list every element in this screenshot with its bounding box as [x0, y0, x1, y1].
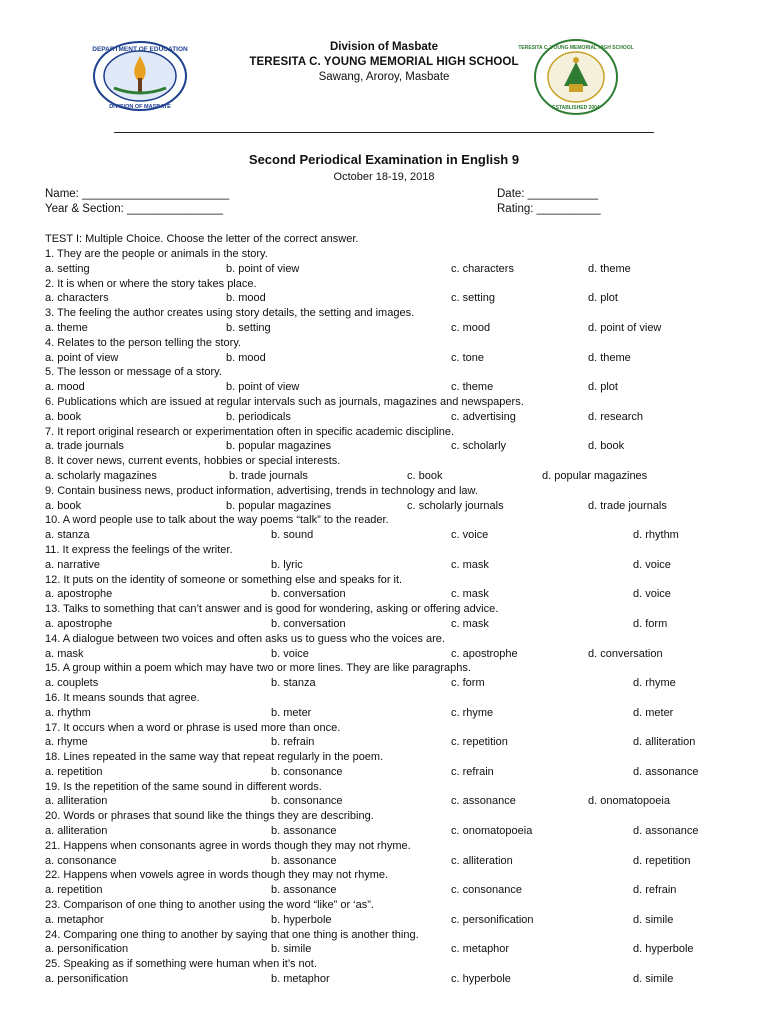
- answer-option-a[interactable]: a. mood: [45, 381, 85, 394]
- answer-option-d[interactable]: d. repetition: [633, 854, 691, 867]
- question-stem: 1. They are the people or animals in the story.: [45, 248, 268, 260]
- answer-option-a[interactable]: a. book: [45, 410, 82, 423]
- division-name: Division of Masbate: [330, 41, 438, 53]
- answer-option-a[interactable]: a. alliteration: [45, 795, 108, 808]
- answer-option-d[interactable]: d. rhythm: [633, 529, 679, 542]
- question-item: [45, 277, 745, 307]
- question-item: [45, 809, 745, 839]
- answer-option-b[interactable]: b. popular magazines: [226, 499, 332, 512]
- answer-option-a[interactable]: a. couplets: [45, 677, 99, 690]
- answer-option-d[interactable]: d. plot: [588, 381, 618, 394]
- date-field[interactable]: Date: ___________: [497, 188, 599, 200]
- answer-option-a[interactable]: a. characters: [45, 292, 109, 305]
- answer-option-d[interactable]: d. onomatopoeia: [588, 795, 670, 808]
- answer-option-b[interactable]: b. assonance: [271, 854, 337, 867]
- answer-option-b[interactable]: b. setting: [226, 321, 271, 334]
- answer-option-c[interactable]: c. refrain: [451, 765, 494, 778]
- question-stem: 17. It occurs when a word or phrase is used more than once.: [45, 721, 341, 734]
- question-stem: 10. A word people use to talk about the way poems “talk” to the reader.: [45, 514, 389, 527]
- answer-option-a[interactable]: a. personification: [45, 973, 129, 986]
- answer-option-d[interactable]: d. plot: [588, 292, 618, 305]
- answer-option-b[interactable]: b. hyperbole: [271, 913, 332, 926]
- question-stem: 11. It express the feelings of the writer.: [45, 543, 233, 556]
- question-item: [45, 957, 745, 987]
- year-section-field[interactable]: Year & Section: _______________: [45, 203, 223, 215]
- answer-option-a[interactable]: a. rhyme: [45, 736, 88, 749]
- answer-option-b[interactable]: b. metaphor: [271, 973, 330, 986]
- question-item: [45, 454, 745, 484]
- question-item: [45, 425, 745, 455]
- answer-option-a[interactable]: a. consonance: [45, 854, 117, 867]
- answer-option-c[interactable]: c. form: [451, 677, 485, 690]
- answer-option-d[interactable]: d. alliteration: [633, 736, 696, 749]
- question-stem: 20. Words or phrases that sound like the things they are describing.: [45, 810, 374, 823]
- question-stem: 16. It means sounds that agree.: [45, 691, 200, 704]
- question-stem: 19. Is the repetition of the same sound in different words.: [45, 780, 322, 793]
- answer-option-a[interactable]: a. trade journals: [45, 440, 124, 453]
- answer-option-b[interactable]: b. sound: [271, 529, 314, 542]
- question-stem: 25. Speaking as if something were human when it’s not.: [45, 958, 317, 971]
- question-stem: 3. The feeling the author creates using story details, the setting and images.: [45, 307, 415, 320]
- answer-option-c[interactable]: c. mask: [451, 558, 489, 571]
- answer-option-a[interactable]: a. apostrophe: [45, 617, 113, 630]
- test-instructions: TEST I: Multiple Choice. Choose the letter of the correct answer.: [45, 233, 359, 245]
- answer-option-d[interactable]: d. book: [588, 440, 625, 453]
- answer-option-b[interactable]: b. assonance: [271, 825, 337, 838]
- answer-option-d[interactable]: d. theme: [588, 351, 631, 364]
- answer-option-d[interactable]: d. assonance: [633, 765, 699, 778]
- answer-option-a[interactable]: a. repetition: [45, 765, 103, 778]
- question-item: [45, 365, 745, 395]
- answer-option-c[interactable]: c. consonance: [451, 884, 522, 897]
- answer-option-c[interactable]: c. mood: [451, 321, 491, 334]
- answer-option-a[interactable]: a. stanza: [45, 529, 90, 542]
- answer-option-d[interactable]: d. popular magazines: [542, 469, 648, 482]
- question-item: [45, 898, 745, 928]
- answer-option-c[interactable]: c. alliteration: [451, 854, 513, 867]
- question-item: [45, 543, 745, 573]
- answer-option-c[interactable]: c. mask: [451, 588, 489, 601]
- question-stem: 6. Publications which are issued at regular intervals such as journals, magazines and newspapers.: [45, 395, 524, 408]
- question-item: [45, 721, 745, 751]
- answer-option-b[interactable]: b. trade journals: [229, 469, 308, 482]
- answer-option-b[interactable]: b. consonance: [271, 795, 343, 808]
- question-stem: 7. It report original research or experimentation often in specific academic discipline.: [45, 425, 455, 438]
- question-item: [45, 868, 745, 898]
- answer-option-d[interactable]: d. point of view: [588, 321, 662, 334]
- school-header: [0, 40, 768, 85]
- answer-option-b[interactable]: b. popular magazines: [226, 440, 332, 453]
- answer-option-c[interactable]: c. personification: [451, 913, 534, 926]
- school-seal-ring-top: TERESITA C. YOUNG MEMORIAL HIGH SCHOOL: [518, 45, 634, 51]
- question-list: [45, 247, 745, 987]
- answer-option-a[interactable]: a. book: [45, 499, 82, 512]
- answer-option-c[interactable]: c. book: [407, 469, 443, 482]
- answer-option-d[interactable]: d. rhyme: [633, 677, 676, 690]
- question-stem: 22. Happens when vowels agree in words though they may not rhyme.: [45, 869, 389, 882]
- answer-option-b[interactable]: b. point of view: [226, 381, 300, 394]
- answer-option-a[interactable]: a. metaphor: [45, 913, 104, 926]
- answer-option-d[interactable]: d. form: [633, 617, 668, 630]
- rating-field[interactable]: Rating: __________: [497, 203, 601, 215]
- answer-option-c[interactable]: c. theme: [451, 381, 494, 394]
- answer-option-b[interactable]: b. lyric: [271, 558, 303, 571]
- deped-seal-ring-bottom: DIVISION OF MASBATE: [109, 104, 171, 110]
- school-seal-ring-bottom: ESTABLISHED 2004: [552, 105, 600, 111]
- question-stem: 15. A group within a poem which may have two or more lines. They are like paragraphs.: [45, 662, 471, 675]
- answer-option-c[interactable]: c. onomatopoeia: [451, 825, 533, 838]
- question-stem: 23. Comparison of one thing to another using the word “like” or ‘as”.: [45, 899, 374, 912]
- answer-option-d[interactable]: d. simile: [633, 973, 674, 986]
- answer-option-c[interactable]: c. advertising: [451, 410, 516, 423]
- answer-option-b[interactable]: b. conversation: [271, 588, 346, 601]
- answer-option-d[interactable]: d. meter: [633, 706, 674, 719]
- answer-option-a[interactable]: a. apostrophe: [45, 588, 113, 601]
- answer-option-b[interactable]: b. conversation: [271, 617, 346, 630]
- question-stem: 14. A dialogue between two voices and often asks us to guess who the voices are.: [45, 632, 445, 645]
- question-stem: 12. It puts on the identity of someone or something else and speaks for it.: [45, 573, 403, 586]
- answer-option-d[interactable]: d. research: [588, 410, 644, 423]
- header-divider: [114, 132, 654, 133]
- question-item: [45, 839, 745, 869]
- answer-option-b[interactable]: b. refrain: [271, 736, 315, 749]
- answer-option-b[interactable]: b. stanza: [271, 677, 316, 690]
- answer-option-a[interactable]: a. scholarly magazines: [45, 469, 157, 482]
- answer-option-d[interactable]: d. theme: [588, 262, 631, 275]
- answer-option-d[interactable]: d. voice: [633, 588, 671, 601]
- answer-option-c[interactable]: c. repetition: [451, 736, 508, 749]
- answer-option-c[interactable]: c. scholarly journals: [407, 499, 504, 512]
- answer-option-b[interactable]: b. voice: [271, 647, 309, 660]
- question-item: [45, 602, 745, 632]
- answer-option-d[interactable]: d. voice: [633, 558, 671, 571]
- question-stem: 21. Happens when consonants agree in words though they may not rhyme.: [45, 839, 411, 852]
- deped-seal-ring-top: DEPARTMENT OF EDUCATION: [92, 46, 188, 53]
- book-icon: [569, 84, 583, 92]
- answer-option-a[interactable]: a. rhythm: [45, 706, 91, 719]
- answer-option-c[interactable]: c. rhyme: [451, 706, 494, 719]
- answer-option-d[interactable]: d. refrain: [633, 884, 677, 897]
- answer-option-b[interactable]: b. meter: [271, 706, 312, 719]
- question-item: [45, 247, 745, 277]
- answer-option-b[interactable]: b. mood: [226, 351, 266, 364]
- answer-option-d[interactable]: d. assonance: [633, 825, 699, 838]
- answer-option-a[interactable]: a. setting: [45, 262, 90, 275]
- question-item: [45, 395, 745, 425]
- answer-option-a[interactable]: a. personification: [45, 943, 129, 956]
- question-item: [45, 691, 745, 721]
- answer-option-b[interactable]: b. periodicals: [226, 410, 291, 423]
- answer-option-c[interactable]: c. hyperbole: [451, 973, 511, 986]
- answer-option-d[interactable]: d. trade journals: [588, 499, 667, 512]
- school-name: TERESITA C. YOUNG MEMORIAL HIGH SCHOOL: [249, 56, 519, 68]
- answer-option-d[interactable]: d. simile: [633, 913, 674, 926]
- answer-option-c[interactable]: c. voice: [451, 529, 489, 542]
- question-item: [45, 928, 745, 958]
- question-stem: 24. Comparing one thing to another by saying that one thing is another thing.: [45, 928, 419, 941]
- answer-option-c[interactable]: c. characters: [451, 262, 514, 275]
- answer-option-a[interactable]: a. alliteration: [45, 825, 108, 838]
- answer-option-d[interactable]: d. conversation: [588, 647, 663, 660]
- school-seal-logo: [518, 38, 634, 116]
- question-item: [45, 484, 745, 514]
- exam-title: Second Periodical Examination in English 9: [248, 152, 520, 167]
- answer-option-c[interactable]: c. metaphor: [451, 943, 510, 956]
- answer-option-a[interactable]: a. narrative: [45, 558, 101, 571]
- question-stem: 4. Relates to the person telling the story.: [45, 336, 242, 349]
- question-item: [45, 306, 745, 336]
- question-item: [45, 780, 745, 810]
- answer-option-c[interactable]: c. scholarly: [451, 440, 507, 453]
- answer-option-c[interactable]: c. setting: [451, 292, 496, 305]
- answer-option-a[interactable]: a. theme: [45, 321, 88, 334]
- answer-option-c[interactable]: c. apostrophe: [451, 647, 518, 660]
- question-stem: 18. Lines repeated in the same way that repeat regularly in the poem.: [45, 751, 384, 764]
- question-stem: 5. The lesson or message of a story.: [45, 366, 222, 379]
- question-item: [45, 513, 745, 543]
- question-item: [45, 661, 745, 691]
- question-stem: 9. Contain business news, product information, advertising, trends in technology and law.: [45, 484, 478, 497]
- answer-option-a[interactable]: a. mask: [45, 647, 84, 660]
- answer-option-b[interactable]: b. assonance: [271, 884, 337, 897]
- question-item: [45, 336, 745, 366]
- answer-option-c[interactable]: c. mask: [451, 617, 489, 630]
- answer-option-c[interactable]: c. assonance: [451, 795, 516, 808]
- answer-option-c[interactable]: c. tone: [451, 351, 485, 364]
- question-stem: 8. It cover news, current events, hobbies or special interests.: [45, 455, 341, 468]
- question-stem: 2. It is when or where the story takes place.: [45, 277, 257, 290]
- answer-option-b[interactable]: b. simile: [271, 943, 312, 956]
- answer-option-d[interactable]: d. hyperbole: [633, 943, 694, 956]
- answer-option-a[interactable]: a. repetition: [45, 884, 103, 897]
- name-field[interactable]: Name: _______________________: [45, 188, 230, 200]
- exam-date: October 18-19, 2018: [333, 171, 435, 183]
- answer-option-b[interactable]: b. mood: [226, 292, 266, 305]
- question-item: [45, 750, 745, 780]
- answer-option-b[interactable]: b. point of view: [226, 262, 300, 275]
- question-item: [45, 632, 745, 662]
- question-stem: 13. Talks to something that can’t answer and is good for wondering, asking or offering advice.: [45, 603, 499, 616]
- school-address: Sawang, Aroroy, Masbate: [318, 71, 450, 83]
- answer-option-a[interactable]: a. point of view: [45, 351, 119, 364]
- star-icon: [573, 57, 579, 63]
- answer-option-b[interactable]: b. consonance: [271, 765, 343, 778]
- question-item: [45, 573, 745, 603]
